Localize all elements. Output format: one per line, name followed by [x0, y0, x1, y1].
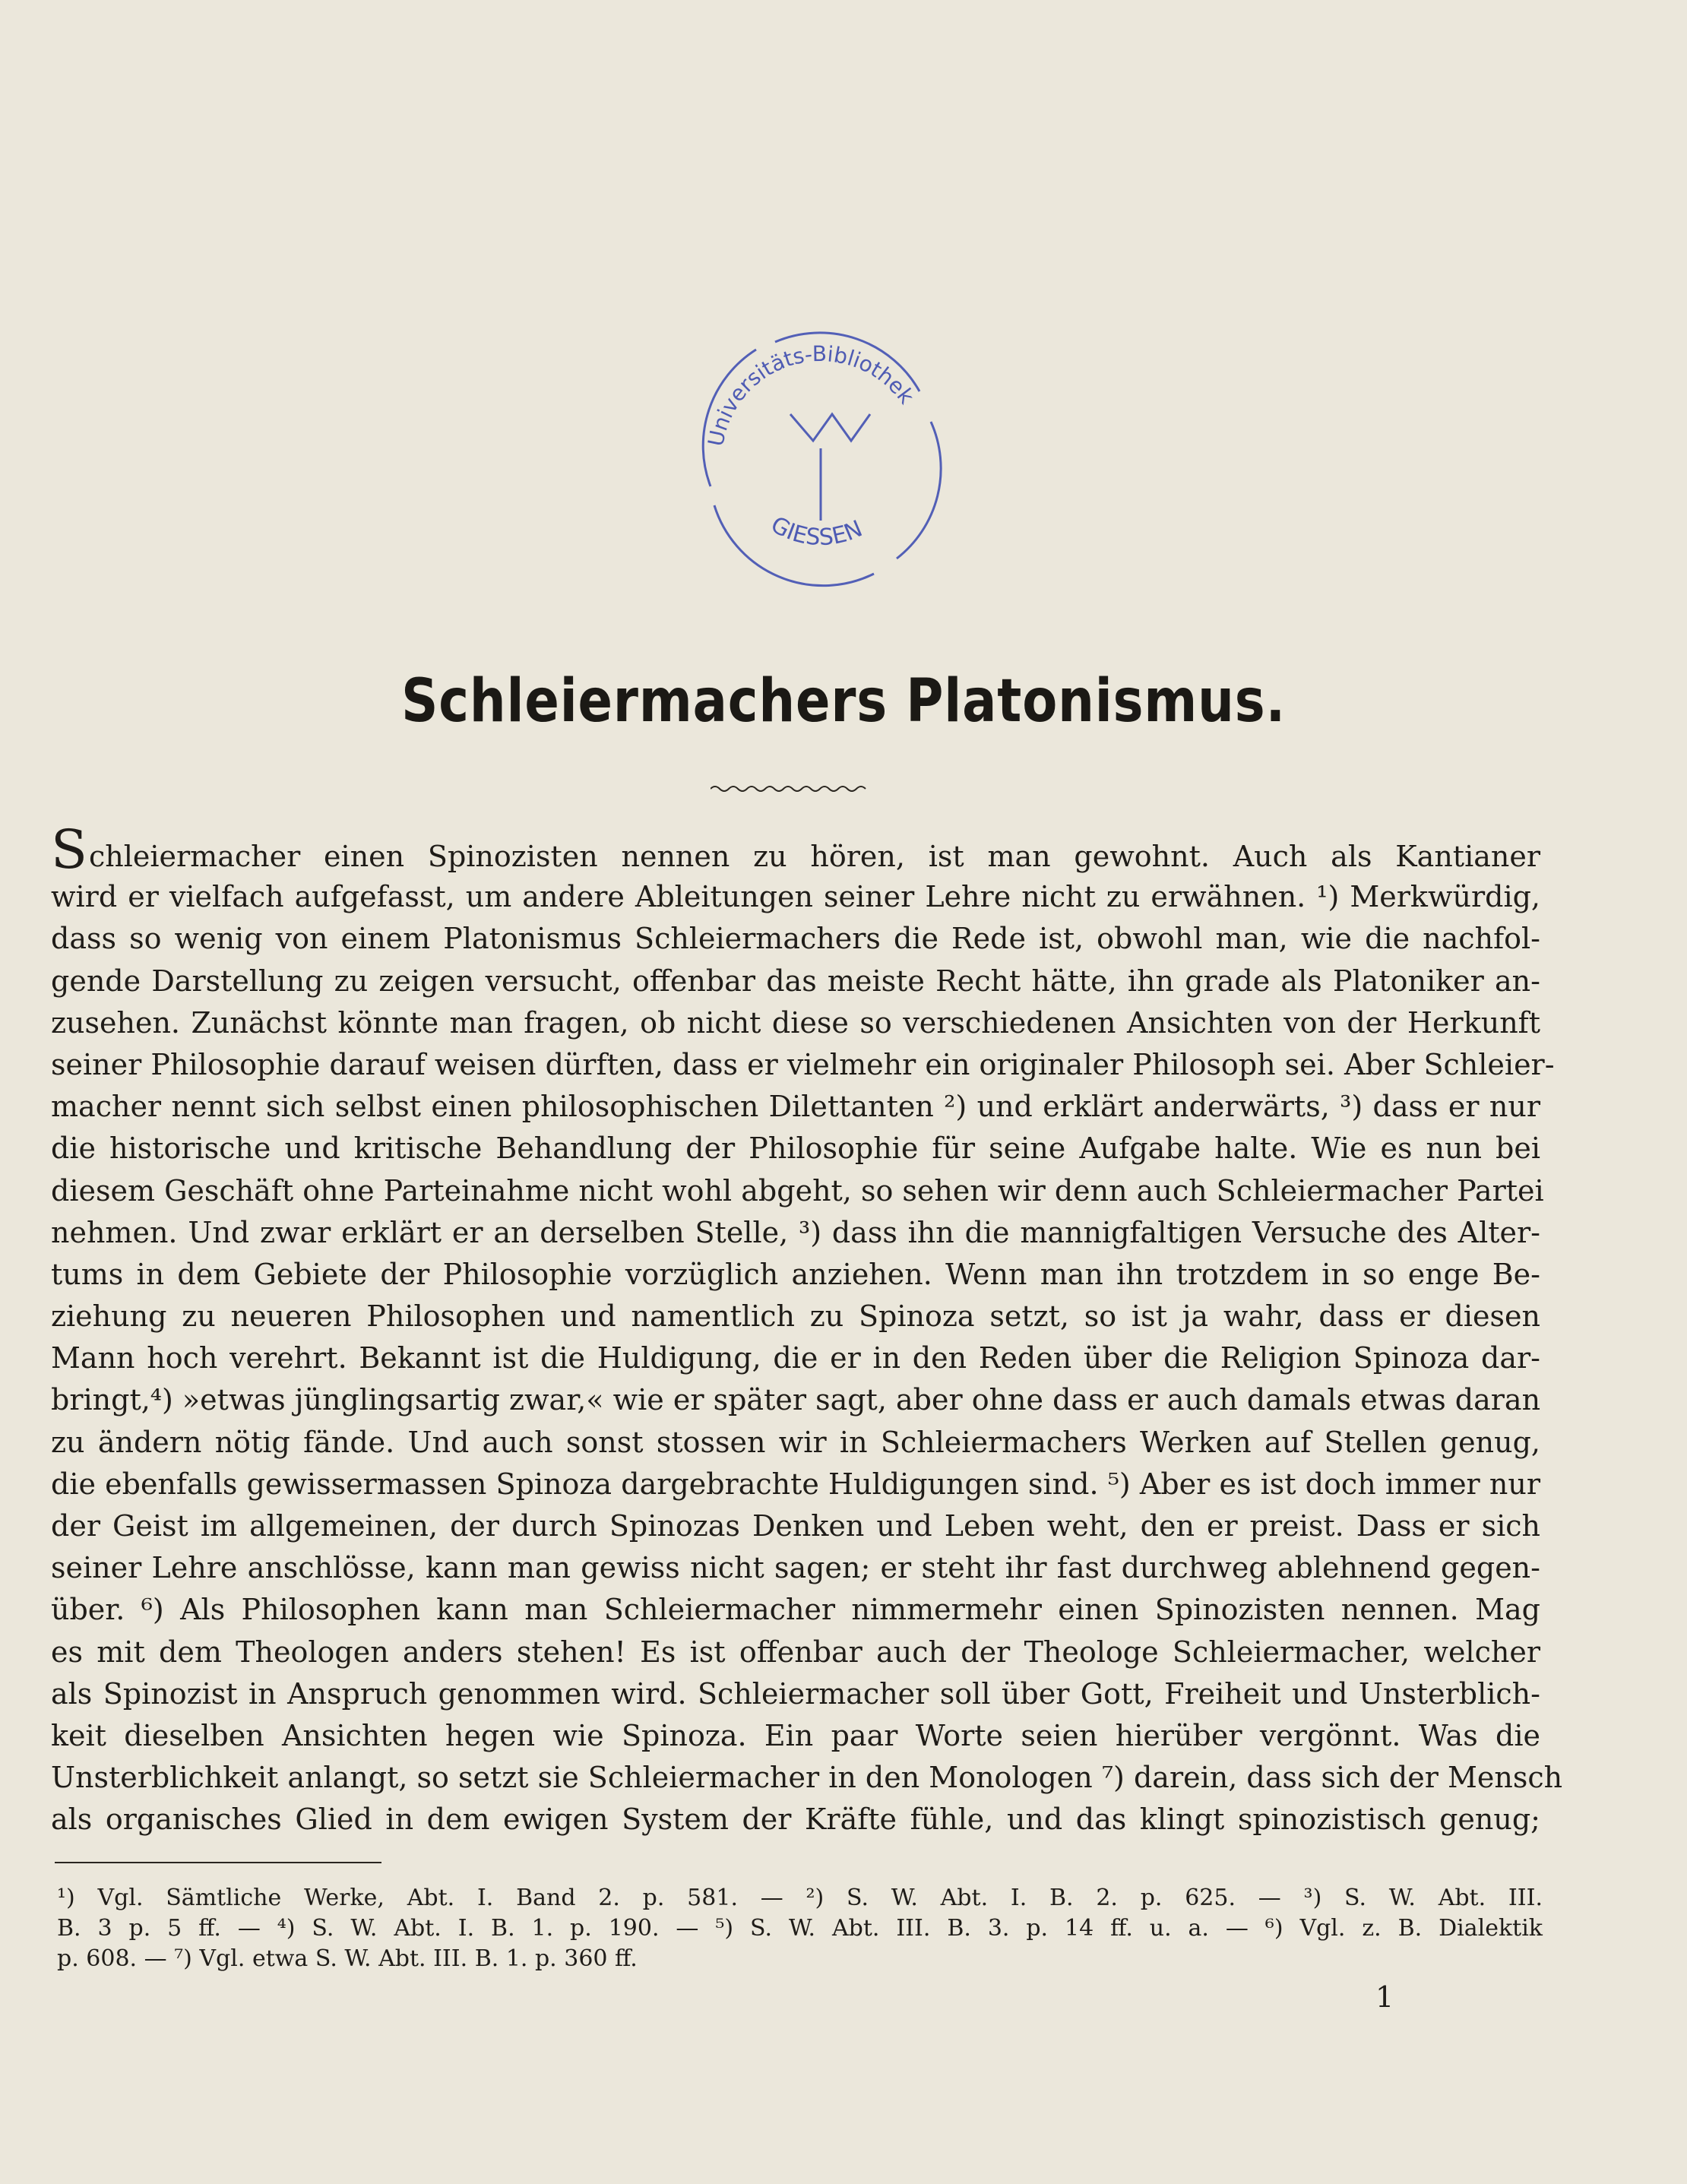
text-line: die historische und kritische Behandlung der Philosophie für seine Aufgabe halte. Wie es nun bei — [51, 1132, 1540, 1166]
footnote-line: p. 608. — ⁷) Vgl. etwa S. W. Abt. III. B. 1. p. 360 ff. — [57, 1945, 638, 1972]
text-line: bringt,⁴) »etwas jünglingsartig zwar,« wie er später sagt, aber ohne dass er auch damals etwas daran — [51, 1383, 1541, 1417]
page-title: Schleiermachers Platonismus. — [401, 667, 1286, 736]
title-ornament — [711, 781, 870, 796]
body-text — [51, 818, 1563, 1841]
footnote-line: B. 3 p. 5 ff. — ⁴) S. W. Abt. I. B. 1. p. 190. — ⁵) S. W. Abt. III. B. 3. p. 14 ff. u. a. — ⁶) Vgl. z. B. Dialektik — [57, 1915, 1543, 1942]
text-line: tums in dem Gebiete der Philosophie vorzüglich anziehen. Wenn man ihn trotzdem in so enge Be- — [51, 1257, 1540, 1291]
stamp-text-top: Universitäts-Bibliothek — [703, 340, 919, 449]
footnote-rule — [55, 1862, 381, 1863]
text-line: gende Darstellung zu zeigen versucht, offenbar das meiste Recht hätte, ihn grade als Platoniker an- — [51, 964, 1540, 998]
text-line: zusehen. Zunächst könnte man fragen, ob nicht diese so verschiedenen Ansichten von der Herkunft — [51, 1005, 1540, 1040]
library-stamp — [669, 308, 973, 604]
text-line: nehmen. Und zwar erklärt er an derselben Stelle, ³) dass ihn die mannigfaltigen Versuche des Alter- — [51, 1215, 1540, 1249]
text-line: ziehung zu neueren Philosophen und namentlich zu Spinoza setzt, so ist ja wahr, dass er diesen — [51, 1299, 1540, 1334]
text-line: Unsterblichkeit anlangt, so setzt sie Schleiermacher in den Monologen ⁷) darein, dass sich der Mensch — [51, 1761, 1563, 1795]
text-line: keit dieselben Ansichten hegen wie Spinoza. Ein paar Worte seien hierüber vergönnt. Was die — [51, 1718, 1540, 1752]
footnote-line: ¹) Vgl. Sämtliche Werke, Abt. I. Band 2. p. 581. — ²) S. W. Abt. I. B. 2. p. 625. — ³) S. W. Abt. III. — [57, 1885, 1543, 1911]
text-line: als Spinozist in Anspruch genommen wird. Schleiermacher soll über Gott, Freiheit und Unsterblich- — [51, 1676, 1540, 1711]
text-line: als organisches Glied in dem ewigen System der Kräfte fühle, und das klingt spinozistisch genug; — [51, 1803, 1540, 1837]
text-line: seiner Lehre anschlösse, kann man gewiss nicht sagen; er steht ihr fast durchweg ablehnend gegen- — [51, 1551, 1540, 1585]
text-line: zu ändern nötig fände. Und auch sonst stossen wir in Schleiermachers Werken auf Stellen genug, — [51, 1425, 1540, 1459]
stamp-text-bottom: GIESSEN — [766, 511, 867, 552]
text-line: über. ⁶) Als Philosophen kann man Schleiermacher nimmermehr einen Spinozisten nennen. Mag — [51, 1593, 1540, 1627]
page-number: 1 — [1375, 1980, 1394, 2014]
footnotes — [57, 1883, 1543, 1974]
text-line: der Geist im allgemeinen, der durch Spinozas Denken und Leben weht, den er preist. Dass er sich — [51, 1509, 1540, 1543]
text-line: macher nennt sich selbst einen philosophischen Dilettanten ²) und erklärt anderwärts, ³) dass er nur — [51, 1090, 1540, 1124]
text-line: dass so wenig von einem Platonismus Schleiermachers die Rede ist, obwohl man, wie die nachfol- — [51, 922, 1540, 956]
text-line: die ebenfalls gewissermassen Spinoza dargebrachte Huldigungen sind. ⁵) Aber es ist doch immer nur — [51, 1467, 1540, 1501]
text-line: wird er vielfach aufgefasst, um andere Ableitungen seiner Lehre nicht zu erwähnen. ¹) Merkwürdig, — [51, 880, 1540, 914]
text-line: diesem Geschäft ohne Parteinahme nicht wohl abgeht, so sehen wir denn auch Schleiermacher Partei — [51, 1173, 1544, 1208]
text-line: Mann hoch verehrt. Bekannt ist die Huldigung, die er in den Reden über die Religion Spinoza dar- — [51, 1341, 1540, 1375]
drop-cap: S — [51, 818, 87, 881]
text-line: Schleiermacher einen Spinozisten nennen zu hören, ist man gewohnt. Auch als Kantianer — [51, 818, 1540, 881]
text-line: es mit dem Theologen anders stehen! Es ist offenbar auch der Theologe Schleiermacher, welcher — [51, 1635, 1540, 1669]
text-line: seiner Philosophie darauf weisen dürften, dass er vielmehr ein originaler Philosoph sei. Aber Schleier- — [51, 1047, 1555, 1081]
